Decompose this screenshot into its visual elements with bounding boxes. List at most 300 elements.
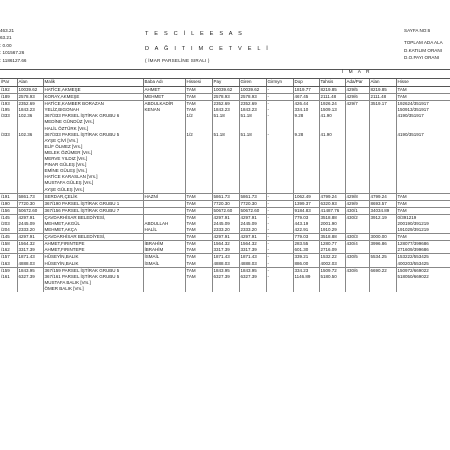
table-cell: 1564.32 xyxy=(239,241,266,248)
table-cell xyxy=(212,286,239,292)
table-cell: TAM xyxy=(185,241,212,248)
table-cell: 0/391219 xyxy=(396,214,450,221)
column-header: Giren xyxy=(239,79,266,87)
table-cell: TAM xyxy=(185,254,212,261)
table-cell: İSMAİL xyxy=(143,254,185,261)
table-cell: 51.18 xyxy=(212,132,239,138)
table-cell: HÜSEYİN,BALIK xyxy=(43,254,143,261)
table-cell: 334.10 xyxy=(293,107,319,113)
table-cell: 1871.43 xyxy=(17,254,43,261)
table-cell: 2001.90 xyxy=(319,221,345,227)
table-cell: - xyxy=(266,132,293,138)
table-cell: MUSTAFA GÜLEŞ [Vrs.] xyxy=(43,180,143,186)
table-row xyxy=(0,261,450,268)
table-cell: AHMET xyxy=(143,87,185,94)
table-cell: 4297.91 xyxy=(17,214,43,221)
column-header: Hisse xyxy=(396,79,450,87)
table-cell: ÇAVDARHİSAR BELEDİYESİ, xyxy=(43,214,143,221)
table-cell: 1843.23 xyxy=(239,107,266,113)
table-cell: /145 xyxy=(0,214,17,221)
table-header-row xyxy=(0,79,450,87)
table-cell: 779.03 xyxy=(293,214,319,221)
header-left-values xyxy=(0,27,26,64)
table-cell: 429/6 xyxy=(345,94,369,101)
table-cell: /189 xyxy=(0,94,17,101)
table-cell: 5534.25 xyxy=(369,254,396,261)
table-cell xyxy=(212,187,239,194)
table-cell: 51.18 xyxy=(239,132,266,138)
table-cell: 41.90 xyxy=(319,113,345,119)
table-cell: - xyxy=(266,241,293,248)
table-cell: 3996.86 xyxy=(369,241,396,248)
table-cell: 4888.03 xyxy=(212,261,239,268)
table-cell: İBRAHİM xyxy=(143,247,185,254)
table-cell: İSMAİL xyxy=(143,261,185,268)
table-cell: 8219.85 xyxy=(319,87,345,94)
table-row xyxy=(0,193,450,200)
table-cell: HATİCE KARASLAN [Vrs.] xyxy=(43,174,143,180)
table-cell: 6690.22 xyxy=(369,267,396,274)
table-cell: MERVE YILDIZ [Vrs.] xyxy=(43,156,143,162)
table-cell: - xyxy=(266,101,293,108)
table-cell: 429/7 xyxy=(345,101,369,108)
table-cell: 4297.91 xyxy=(212,214,239,221)
table-cell: 430/2 xyxy=(345,214,369,221)
table-cell: 429/8 xyxy=(345,193,369,200)
table-cell xyxy=(143,286,185,292)
table-cell: /191 xyxy=(0,193,17,200)
table-row xyxy=(0,241,450,248)
column-header: Pay xyxy=(212,79,239,87)
table-cell: MEHMET xyxy=(143,94,185,101)
table-cell xyxy=(143,200,185,207)
table-row xyxy=(0,234,450,241)
table-cell xyxy=(369,187,396,194)
table-cell: 2445.09 xyxy=(212,221,239,227)
table-cell: 367/333 PARSEL İŞTİRAK GRUBU 6 xyxy=(43,113,143,119)
table-cell: 9.28 xyxy=(293,132,319,138)
header-right-line: TOPLAM ADA ALA xyxy=(404,40,443,46)
table-cell: TAM xyxy=(185,227,212,234)
table-cell: 50672.60 xyxy=(212,207,239,214)
table-cell: 2111.48 xyxy=(319,94,345,101)
table-cell: 367/159 PARSEL İŞTİRAK GRUBU 5 xyxy=(43,267,143,274)
table-cell: 367/156 PARSEL İŞTİRAK GRUBU 7 xyxy=(43,207,143,214)
table-cell: 271609/399686 xyxy=(396,247,450,254)
table-cell xyxy=(143,214,185,221)
table-cell xyxy=(345,187,369,194)
table-cell: 51.18 xyxy=(212,113,239,119)
table-cell: 4190/351917 xyxy=(396,113,450,119)
table-cell: 5180.50 xyxy=(319,274,345,280)
table-cell: 2352.69 xyxy=(17,101,43,108)
table-cell: 3317.39 xyxy=(212,247,239,254)
table-cell xyxy=(17,286,43,292)
table-cell xyxy=(239,187,266,194)
table-row xyxy=(0,214,450,221)
table-cell: TAM xyxy=(185,234,212,241)
table-cell: 1843.23 xyxy=(17,107,43,113)
table-cell: /195 xyxy=(1,107,10,113)
table-row xyxy=(0,286,450,292)
table-cell: 50672.60 xyxy=(17,207,43,214)
table-cell: 2445.09 xyxy=(239,221,266,227)
table-cell: 334.23 xyxy=(293,267,319,274)
table-cell: KENAN xyxy=(143,107,185,113)
table-cell: - xyxy=(266,113,293,119)
table-cell: 2352.69 xyxy=(239,101,266,108)
table-cell: - xyxy=(266,87,293,94)
table-cell xyxy=(143,207,185,214)
header-left-line: 463.21 xyxy=(0,28,15,33)
table-cell: 426.44 xyxy=(293,101,319,108)
table-cell xyxy=(345,261,369,268)
table-cell: 50672.60 xyxy=(239,207,266,214)
column-header: Hissesi xyxy=(185,79,212,87)
table-cell: 1532.22 xyxy=(319,254,345,261)
table-cell: ABDULLAH xyxy=(143,221,185,227)
table-cell: 34034.89 xyxy=(369,207,396,214)
table-cell: 4190/351917 xyxy=(396,132,450,138)
imar-label: İ M A R xyxy=(342,70,372,75)
table-cell: 41487.76 xyxy=(319,207,345,214)
table-cell: 5861.73 xyxy=(17,193,43,200)
table-cell: HATİCE,AKMEŞE xyxy=(43,87,143,94)
table-cell: 4799.24 xyxy=(319,193,345,200)
table-cell: 9.28 xyxy=(293,113,319,119)
table-cell: SERDAR,ÇELİK xyxy=(43,193,143,200)
column-header: Girmyn xyxy=(266,79,293,87)
table-row xyxy=(0,247,450,254)
table-cell: /157 xyxy=(0,254,17,261)
table-cell xyxy=(345,286,369,292)
column-header: Alan xyxy=(17,79,43,87)
table-row xyxy=(0,87,450,94)
table-cell: 443.19 xyxy=(293,221,319,227)
table-cell: TAM xyxy=(185,214,212,221)
table-cell: 4297.91 xyxy=(212,234,239,241)
table-cell xyxy=(345,227,369,234)
table-cell xyxy=(143,234,185,241)
table-cell: HALİL ÖZTÜRK [Vrs.] xyxy=(43,126,143,132)
table-cell: - xyxy=(266,261,293,268)
table-cell: 191029/391219 xyxy=(396,227,450,234)
table-row xyxy=(0,227,450,234)
table-cell: 8693.57 xyxy=(369,200,396,207)
imar-group-header xyxy=(0,69,450,78)
column-header: /Par xyxy=(0,79,17,87)
table-cell xyxy=(369,247,396,254)
header-right-labels xyxy=(404,27,443,62)
table-cell xyxy=(17,187,43,194)
table-cell: /333 xyxy=(1,131,10,137)
table-cell: - xyxy=(266,207,293,214)
table-cell: 7720.30 xyxy=(17,200,43,207)
table-cell: ÖMER BALIK [Vrs.] xyxy=(43,286,143,292)
table-cell: 430/6 xyxy=(345,267,369,274)
table-row xyxy=(0,200,450,207)
table-cell: /192 xyxy=(0,87,17,94)
table-cell: 2333.20 xyxy=(212,227,239,234)
table-cell: 7720.30 xyxy=(239,200,266,207)
table-cell: 2578.93 xyxy=(239,94,266,101)
table-cell: 2578.93 xyxy=(17,94,43,101)
table-cell: 3912.19 xyxy=(369,214,396,221)
table-cell: /333 xyxy=(1,113,10,119)
table-cell: - xyxy=(266,221,293,227)
column-header: Baba Adı xyxy=(143,79,185,87)
table-cell: 3317.39 xyxy=(239,247,266,254)
table-cell: 1819.77 xyxy=(293,87,319,94)
header-right-line: D.KATILIM ORANI xyxy=(404,47,442,53)
table-row xyxy=(0,254,450,261)
table-cell: 1062.49 xyxy=(293,193,319,200)
table-cell: ELİF ÖLMEZ [Vrs.] xyxy=(43,144,143,150)
table-cell xyxy=(266,187,293,194)
table-cell: 102.36 xyxy=(17,132,43,138)
table-cell: 2333.20 xyxy=(239,227,266,234)
table-cell: 153222/553425 xyxy=(396,254,450,261)
table-cell: 1843.95 xyxy=(212,267,239,274)
table-cell: 6327.39 xyxy=(239,274,266,280)
table-cell: /190 xyxy=(0,200,17,207)
table-cell: 4002.03 xyxy=(319,261,345,268)
header-right-line: D.O.PAYI ORANI xyxy=(404,55,440,61)
table-cell: - xyxy=(266,234,293,241)
table-cell: TAM xyxy=(185,207,212,214)
header-left-line: 63.21 xyxy=(0,35,12,41)
table-cell: /162 xyxy=(1,247,10,253)
table-cell: 1/2 xyxy=(185,132,212,138)
table-cell: 5861.73 xyxy=(212,193,239,200)
table-cell: /145 xyxy=(0,234,17,241)
table-cell: 4888.03 xyxy=(239,261,266,268)
table-cell: TAM xyxy=(396,207,450,214)
table-cell: 1843.23 xyxy=(212,107,239,113)
table-cell: - xyxy=(266,274,293,280)
table-cell: 886.00 xyxy=(293,261,319,268)
table-cell: 2352.69 xyxy=(212,101,239,108)
table-cell: /163 xyxy=(1,260,10,266)
document-subnote: ( İMAR PARSELİNE SIRALI ) xyxy=(145,58,210,63)
table-cell: - xyxy=(266,94,293,101)
table-cell: TAM xyxy=(185,274,212,280)
table-cell: 3000.00 xyxy=(369,234,396,241)
table-cell: 430/1 xyxy=(345,207,369,214)
table-cell: 1399.37 xyxy=(293,200,319,207)
table-cell: TAM xyxy=(396,200,450,207)
table-cell: 367/333 PARSEL İŞTİRAK GRUBU 5 xyxy=(43,132,143,138)
table-cell: 1926.24 xyxy=(319,101,345,108)
page-number: SAYFA NO:6 xyxy=(404,28,431,33)
table-cell: KORAY,AKMEŞE xyxy=(43,94,143,101)
column-header: Dop xyxy=(293,79,319,87)
table-cell: 429/9 xyxy=(345,200,369,207)
table-cell: EMİNE GÜLEŞ [Vrs.] xyxy=(43,168,143,174)
table-cell: TAM xyxy=(185,221,212,227)
table-cell: 518050/669022 xyxy=(396,274,450,280)
table-cell: TAM xyxy=(185,261,212,268)
table-row xyxy=(0,187,450,194)
table-cell xyxy=(143,187,185,194)
table-cell xyxy=(185,286,212,292)
table-cell: 1564.32 xyxy=(17,241,43,248)
table-row xyxy=(0,207,450,214)
table-cell: 4297.91 xyxy=(239,234,266,241)
table-cell: 467.45 xyxy=(293,94,319,101)
table-cell: 102.36 xyxy=(17,113,43,119)
table-cell: 1509.13 xyxy=(319,107,345,113)
table-cell: 1871.43 xyxy=(212,254,239,261)
table-cell: 10039.62 xyxy=(239,87,266,94)
table-cell: MEDİNE GÜNDÜZ [Vrs.] xyxy=(43,119,143,125)
table-cell: 1564.32 xyxy=(212,241,239,248)
table-cell: - xyxy=(266,214,293,221)
table-cell: 1/2 xyxy=(185,113,212,119)
table-cell: 8219.85 xyxy=(369,87,396,94)
table-cell: 6327.39 xyxy=(212,274,239,280)
table-cell: - xyxy=(266,254,293,261)
table-cell xyxy=(0,286,17,292)
table-cell: MEHMET,AKGÜL xyxy=(43,221,143,227)
table-cell: 150913/351917 xyxy=(396,107,450,113)
table-cell: 9184.83 xyxy=(293,207,319,214)
table-cell: /193 xyxy=(0,101,17,108)
table-cell: HATİCE,KAMBER BORAZAN xyxy=(43,101,143,108)
table-cell: 2111.48 xyxy=(369,94,396,101)
table-cell: 41.90 xyxy=(319,132,345,138)
table-cell: /159 xyxy=(0,267,17,274)
table-cell xyxy=(369,261,396,268)
table-cell: - xyxy=(266,247,293,254)
table-cell: MEHMET,AKÇA xyxy=(43,227,143,234)
table-cell: 3518.88 xyxy=(319,214,345,221)
table-cell: 51.18 xyxy=(239,113,266,119)
table-cell: AHMET,FIRINTEPE xyxy=(43,241,143,248)
table-row xyxy=(0,267,450,274)
table-cell xyxy=(266,286,293,292)
table-cell: 367/190 PARSEL İŞTİRAK GRUBU 1 xyxy=(43,200,143,207)
table-cell: AYŞE GÜLEŞ [Vrs.] xyxy=(43,187,143,194)
table-cell: - xyxy=(266,107,293,113)
table-cell: 1843.95 xyxy=(17,267,43,274)
table-cell: MUSTAFA BALIK [Vrs.] xyxy=(43,280,143,286)
table-cell: - xyxy=(266,227,293,234)
table-row xyxy=(0,101,450,108)
table-body xyxy=(0,87,450,293)
table-cell: 4297.91 xyxy=(239,214,266,221)
table-cell: TAM xyxy=(396,193,450,200)
table-cell: HAZNİ xyxy=(143,193,185,200)
column-header: Alan xyxy=(369,79,396,87)
table-cell: TAM xyxy=(185,107,212,113)
table-cell: 367/161 PARSEL İŞTİRAK GRUBU 5 xyxy=(43,274,143,280)
table-cell: TAM xyxy=(396,234,450,241)
table-cell: 10039.62 xyxy=(212,87,239,94)
table-cell: TAM xyxy=(185,200,212,207)
document-title: T E S C İ L E E S A S xyxy=(145,31,245,37)
table-cell: TAM xyxy=(185,101,212,108)
table-cell: 430/3 xyxy=(345,234,369,241)
table-cell: 430/5 xyxy=(345,254,369,261)
table-cell: 128077/399686 xyxy=(396,241,450,248)
table-cell: İBRAHİM xyxy=(143,241,185,248)
table-cell: 150972/669022 xyxy=(396,267,450,274)
table-cell: - xyxy=(266,267,293,274)
table-cell: /203 xyxy=(1,220,10,226)
document-subtitle: D A Ğ I T I M C E T V E L İ xyxy=(145,46,270,52)
table-cell xyxy=(369,227,396,234)
table-cell: MELEK ÖZÜMER [Vrs.] xyxy=(43,150,143,156)
table-cell: YELİZ,BIGONAH xyxy=(43,107,143,113)
table-cell: 2445.09 xyxy=(17,221,43,227)
table-cell: 4799.24 xyxy=(369,193,396,200)
table-cell xyxy=(143,267,185,274)
table-cell xyxy=(319,286,345,292)
table-cell: 1280.77 xyxy=(319,241,345,248)
table-cell: 6320.93 xyxy=(319,200,345,207)
table-cell: TAM xyxy=(185,193,212,200)
table-cell: 3518.88 xyxy=(319,234,345,241)
table-cell: AYŞE ÇİVİ [Vrs.] xyxy=(43,138,143,144)
table-cell: AHMET,FIRINTEPE xyxy=(43,247,143,254)
table-cell: TAM xyxy=(185,87,212,94)
table-cell: TAM xyxy=(185,94,212,101)
table-cell: 2716.09 xyxy=(319,247,345,254)
table-cell: 400203/553425 xyxy=(396,261,450,268)
table-cell: 1843.95 xyxy=(239,267,266,274)
table-cell: HALİL xyxy=(143,227,185,234)
table-cell: 6327.39 xyxy=(17,274,43,280)
table-cell: 2578.93 xyxy=(212,94,239,101)
table-cell: 339.21 xyxy=(293,254,319,261)
table-cell xyxy=(293,286,319,292)
column-header: Ada/Par xyxy=(345,79,369,87)
table-cell xyxy=(293,187,319,194)
table-cell: - xyxy=(266,200,293,207)
table-cell: 4297.91 xyxy=(17,234,43,241)
table-cell: - xyxy=(266,193,293,200)
table-cell: 1146.89 xyxy=(293,274,319,280)
table-cell: 422.91 xyxy=(293,227,319,234)
table-cell xyxy=(345,247,369,254)
table-cell: TAM xyxy=(396,87,450,94)
table-cell: /156 xyxy=(0,207,17,214)
table-cell xyxy=(185,187,212,194)
table-cell: /204 xyxy=(1,227,10,233)
table-cell: ABDULKADİR xyxy=(143,101,185,108)
table-cell xyxy=(0,187,17,194)
table-cell xyxy=(239,286,266,292)
table-cell: 3317.39 xyxy=(17,247,43,254)
table-cell: 1509.72 xyxy=(319,267,345,274)
table-cell xyxy=(396,187,450,194)
table-cell: 1871.43 xyxy=(239,254,266,261)
header-left-line: : 1186127.66 xyxy=(0,57,27,63)
header-left-line: : 101567.26 xyxy=(0,50,25,56)
table-cell: TAM xyxy=(185,247,212,254)
table-cell: 4888.03 xyxy=(17,261,43,268)
table-cell: TAM xyxy=(396,94,450,101)
table-cell: ÇAVDARHİSAR BELEDİYESİ, xyxy=(43,234,143,241)
table-cell: 10039.62 xyxy=(17,87,43,94)
table-cell: TAM xyxy=(185,267,212,274)
table-cell: 7720.30 xyxy=(212,200,239,207)
table-cell: 283.55 xyxy=(293,241,319,248)
table-cell: 1910.29 xyxy=(319,227,345,234)
table-cell xyxy=(319,187,345,194)
column-header: Malik xyxy=(43,79,143,87)
